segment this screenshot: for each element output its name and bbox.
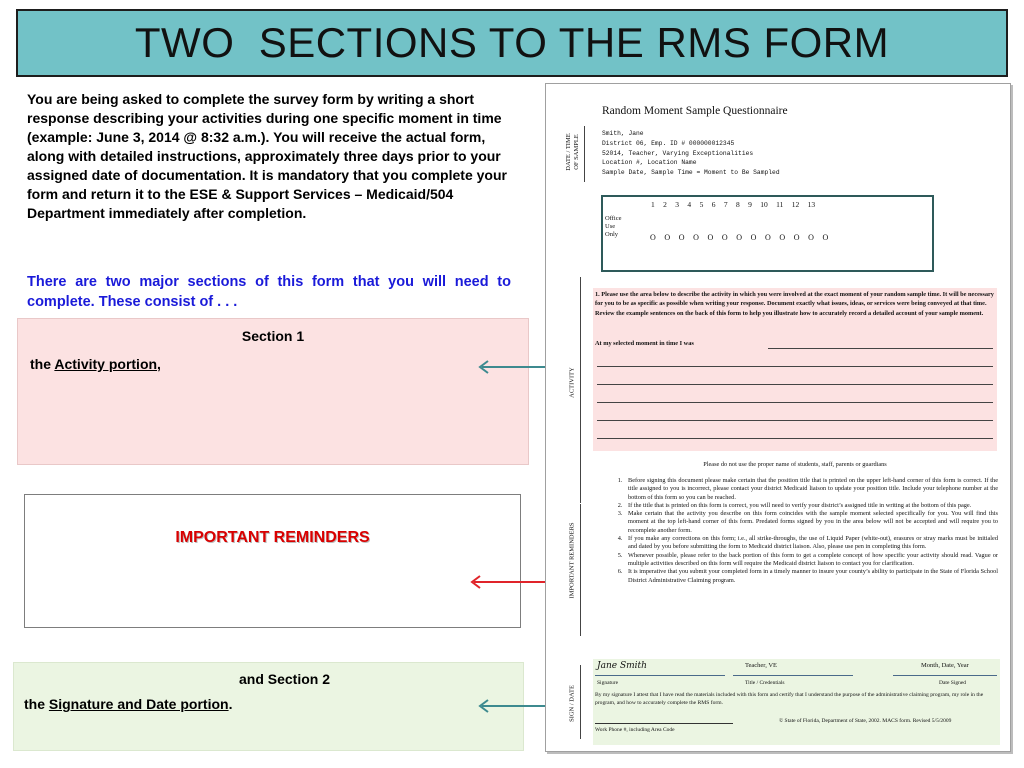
- section-1-box: [17, 318, 529, 465]
- side-label-activity: ACTIVITY: [568, 367, 576, 398]
- privacy-note: Please do not use the proper name of students, staff, parents or guardians: [703, 461, 887, 468]
- office-number: 11: [776, 200, 784, 209]
- header-line: Smith, Jane: [602, 130, 644, 137]
- intro-paragraph: You are being asked to complete the survey form by writing a short response describing your activities during one specific moment in time (example: June 3, 2014 @ 8:32 a.m.). You will receive the actual form, along with detailed instructions, approximately three days prior to your assigned date of documentation. It is mandatory that you complete your form and return it to the ESE & Support Services – Medicaid/504 Department immediately after completion.: [27, 91, 507, 221]
- side-label-date-time: DATE / TIME OF SAMPLE: [565, 133, 580, 171]
- title-value: Teacher, VE: [745, 662, 778, 669]
- slide-title-bar: [16, 9, 1008, 77]
- moment-label: At my selected moment in time I was: [595, 340, 694, 347]
- date-value: Month, Date, Year: [921, 662, 969, 669]
- section-2-link: Signature and Date portion: [48, 696, 229, 712]
- office-circle: O: [693, 233, 699, 242]
- office-number: 9: [748, 200, 752, 209]
- writing-line: [597, 366, 993, 367]
- title-line: [733, 675, 853, 676]
- office-number: 1: [651, 200, 655, 209]
- office-circle: O: [650, 233, 656, 242]
- section-2-prefix: the: [24, 696, 49, 712]
- form-activity-section: [593, 288, 997, 451]
- title-label: Title / Credentials: [745, 680, 785, 686]
- side-divider: [580, 504, 581, 636]
- section-1-link: Activity portion: [54, 356, 158, 372]
- section-2-text: [24, 696, 232, 712]
- office-circle: O: [736, 233, 743, 242]
- section-1-suffix: ,: [157, 356, 161, 372]
- form-signature-section: [593, 659, 1000, 745]
- writing-line: [597, 438, 993, 439]
- writing-line: [597, 402, 993, 403]
- section-1-title: Section 1: [241, 328, 305, 344]
- side-divider: [580, 277, 581, 503]
- signature-line: [595, 675, 725, 676]
- reminder-item: 3. Make certain that the activity you describe on this form coincides with the sample moment selected specifically for you. You will find this moment at the top left-hand corner of this form. Predated forms signed by you in the area below will not be accepted and will require you to recomplete another form.: [624, 510, 998, 535]
- office-use-box: [601, 195, 934, 272]
- date-label: Date Signed: [939, 680, 967, 686]
- slide-title: TWO SECTIONS TO THE RMS FORM: [134, 19, 890, 66]
- office-label-line: Only: [605, 230, 618, 238]
- section-1-prefix: the: [30, 356, 55, 372]
- header-line: Sample Date, Sample Time = Moment to Be Sampled: [602, 169, 780, 177]
- side-label-reminders: IMPORTANT REMINDERS: [568, 522, 576, 599]
- office-circle: O: [721, 233, 728, 242]
- office-number: 8: [735, 200, 740, 209]
- office-use-label: [605, 215, 621, 238]
- form-header-lines: [602, 129, 780, 178]
- office-circle: O: [678, 233, 685, 242]
- form-reminders-list: [603, 477, 998, 585]
- section-2-suffix: .: [228, 696, 233, 712]
- side-divider: [584, 126, 585, 182]
- header-line: Location #, Location Name: [602, 159, 697, 167]
- office-number: 13: [807, 200, 816, 209]
- office-use-circles: [650, 233, 828, 242]
- reminder-item: 6. It is imperative that you submit your completed form in a timely manner to insure your county’s ability to participate in the State of Florida School District Administrative Claiming program.: [624, 568, 998, 585]
- office-number: 12: [791, 200, 800, 209]
- reminders-title: IMPORTANT REMINDERS: [175, 529, 370, 546]
- writing-line: [768, 348, 993, 349]
- office-circle: O: [808, 233, 814, 242]
- office-number: 5: [699, 200, 704, 209]
- date-line: [893, 675, 997, 676]
- section-2-box: [13, 662, 524, 751]
- writing-line: [597, 384, 993, 385]
- reminder-item: 5. Whenever possible, please refer to the back portion of this form to get a complete concept of how specific your activity should read. Vague or multiple activities described on this form will require the Medicaid district liaison to contact you for clarification.: [624, 552, 998, 569]
- reminders-box: [24, 494, 521, 628]
- header-line: District 06, Emp. ID # 000000012345: [602, 139, 735, 147]
- signature-label: Signature: [597, 680, 619, 686]
- phone-label: Work Phone #, including Area Code: [595, 727, 675, 733]
- header-line: 52014, Teacher, Varying Exceptionalities: [602, 149, 754, 157]
- office-use-numbers: [651, 200, 815, 209]
- section-1-text: [30, 356, 161, 372]
- side-divider: [580, 665, 581, 739]
- reminder-item: 2. If the title that is printed on this form is correct, you will need to verify your district’s assigned title in writing at the bottom of this page.: [624, 502, 998, 510]
- phone-line: [595, 723, 733, 724]
- office-circle: O: [793, 233, 800, 242]
- office-label-line: Use: [605, 222, 616, 230]
- office-number: 4: [687, 200, 692, 209]
- office-circle: O: [779, 233, 786, 242]
- form-title: Random Moment Sample Questionnaire: [602, 105, 788, 117]
- copyright-text: © State of Florida, Department of State, 2002. MACS form. Revised 5/5/2009: [779, 718, 952, 724]
- office-number: 7: [723, 200, 728, 209]
- activity-instructions: 1. Please use the area below to describe the activity in which you were involved at the exact moment of your random sample time. It will be necessary for you to be as specific as possible when writing your response. Document exactly what issues, ideas, or services were being conveyed at that time. Review the example sentences on the back of this form to help you illustrate how to accurately record a detailed account of your sample moment.: [595, 291, 994, 317]
- office-number: 3: [675, 200, 680, 209]
- office-circle: O: [765, 233, 771, 242]
- rms-form-preview: [545, 83, 1011, 752]
- side-label-sign-date: SIGN / DATE: [568, 685, 576, 722]
- reminder-item: 4. If you make any corrections on this form; i.e., all strike-throughs, the use of Liquid Paper (white-out), erasures or stray marks must be initialed and dated by you before submitting the form to Medicaid district liaison. Also, please use pen in completing this form.: [624, 535, 998, 552]
- attest-text: By my signature I attest that I have read the materials included with this form and certify that I understand the purpose of the administrative claiming program, my role in the program, and how to accurately complete the RMS form.: [595, 692, 984, 707]
- sections-note: There are two major sections of this form that you will need to complete. These consist of . . .: [27, 274, 511, 310]
- office-number: 2: [663, 200, 667, 209]
- office-circle: O: [750, 233, 757, 242]
- office-circle: O: [822, 233, 829, 242]
- reminder-item: 1. Before signing this document please make certain that the position title that is printed on the upper left-hand corner of this form is correct. If the title assigned to you is incorrect, please contact your district Medicaid liaison to update your position title. Include your telephone number at the bottom of this form so you can be reached.: [624, 477, 998, 502]
- office-circle: O: [707, 233, 714, 242]
- writing-line: [597, 420, 993, 421]
- office-number: 6: [711, 200, 716, 209]
- signed-name: Jane Smith: [597, 661, 647, 671]
- office-circle: O: [664, 233, 671, 242]
- office-label-line: Office: [605, 215, 622, 222]
- office-number: 10: [760, 200, 768, 209]
- section-2-title: and Section 2: [238, 671, 331, 687]
